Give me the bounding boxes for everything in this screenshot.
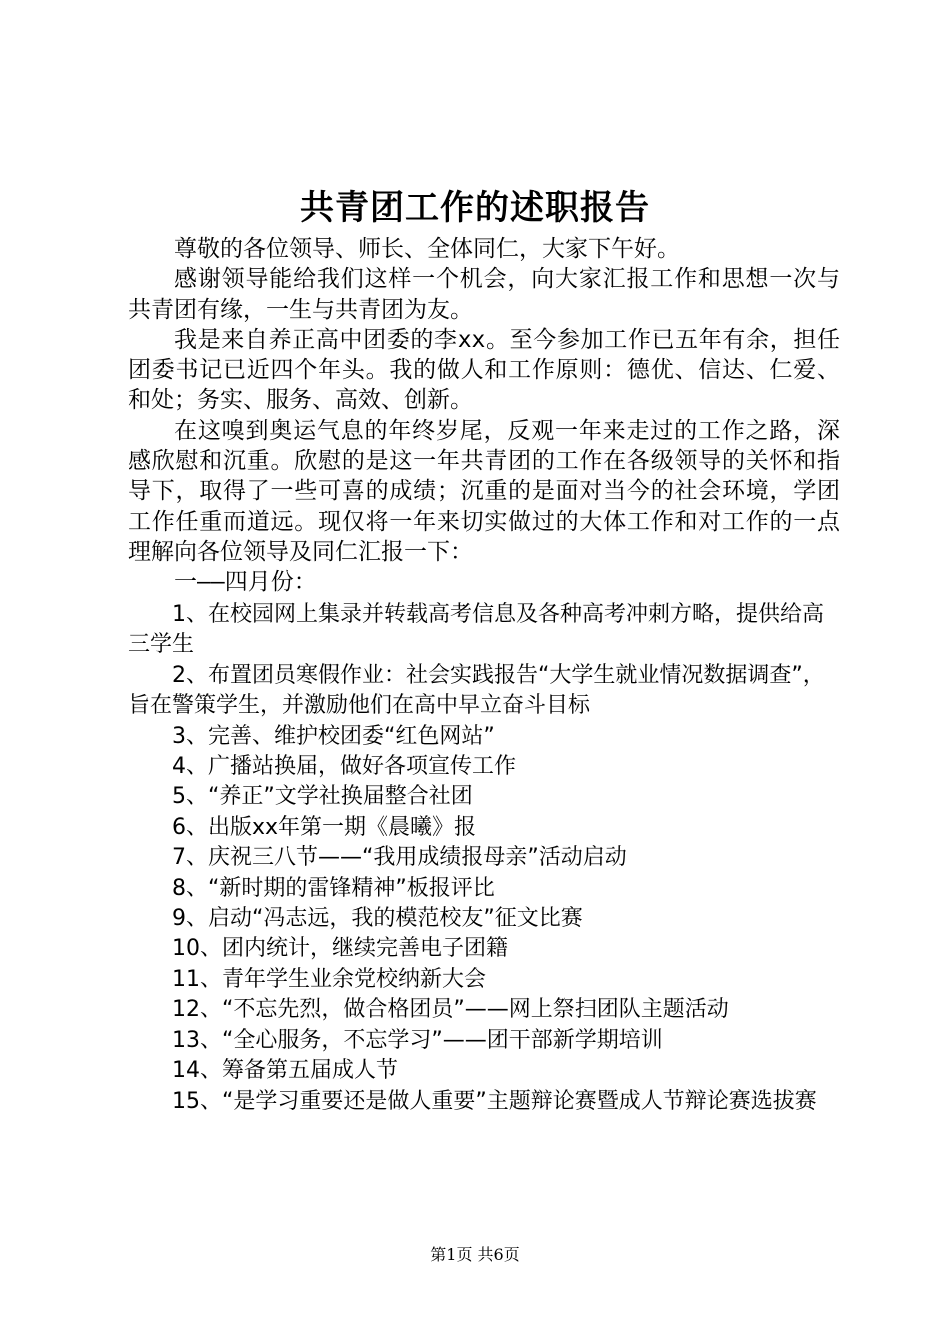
list-item: 5、“养正”文学社换届整合社团	[172, 784, 473, 810]
list-item: 6、出版xx年第一期《晨曦》报	[172, 814, 477, 840]
paragraph-greeting: 尊敬的各位领导、师长、全体同仁，大家下午好。	[174, 236, 680, 262]
list-item: 15、“是学习重要还是做人重要”主题辩论赛暨成人节辩论赛选拔赛	[172, 1088, 817, 1114]
list-item: 11、青年学生业余党校纳新大会	[172, 966, 486, 992]
list-item: 12、“不忘先烈，做合格团员”——网上祭扫团队主题活动	[172, 997, 729, 1023]
list-item: 4、广播站换届，做好各项宣传工作	[172, 754, 516, 780]
list-item: 14、筹备第五届成人节	[172, 1058, 398, 1084]
document-title: 共青团工作的述职报告	[300, 188, 650, 228]
list-item: 1、在校园网上集录并转载高考信息及各种高考冲刺方略，提供给高三学生	[128, 602, 824, 658]
paragraph-thanks: 感谢领导能给我们这样一个机会，向大家汇报工作和思想一次与共青团有缘，一生与共青团为友。	[128, 266, 840, 323]
page-number-footer: 第1页 共6页	[430, 1245, 520, 1264]
list-item: 2、布置团员寒假作业：社会实践报告“大学生就业情况数据调查”，旨在警策学生，并激励他们在高中早立奋斗目标	[128, 662, 825, 719]
intro-section	[128, 234, 840, 598]
list-item: 9、启动“冯志远，我的模范校友”征文比赛	[172, 906, 583, 932]
list-item: 7、庆祝三八节——“我用成绩报母亲”活动启动	[172, 845, 627, 871]
work-item-list	[128, 600, 840, 1117]
section-heading-period: 一——四月份：	[174, 569, 317, 596]
list-item: 8、“新时期的雷锋精神”板报评比	[172, 875, 495, 901]
list-item: 3、完善、维护校团委“红色网站”	[172, 723, 495, 749]
paragraph-self-intro: 我是来自养正高中团委的李xx。至今参加工作已五年有余，担任团委书记已近四个年头。我的做人和工作原则：德优、信达、仁爱、和处；务实、服务、高效、创新。	[128, 326, 840, 414]
list-item: 13、“全心服务，不忘学习”——团干部新学期培训	[172, 1027, 663, 1053]
list-item: 10、团内统计，继续完善电子团籍	[172, 936, 508, 962]
paragraph-reflection: 在这嗅到奥运气息的年终岁尾，反观一年来走过的工作之路，深感欣慰和沉重。欣慰的是这一年共青团的工作在各级领导的关怀和指导下，取得了一些可喜的成绩；沉重的是面对当今的社会环境，学团工作任重而道远。现仅将一年来切实做过的大体工作和对工作的一点理解向各位领导及同仁汇报一下：	[128, 417, 840, 565]
